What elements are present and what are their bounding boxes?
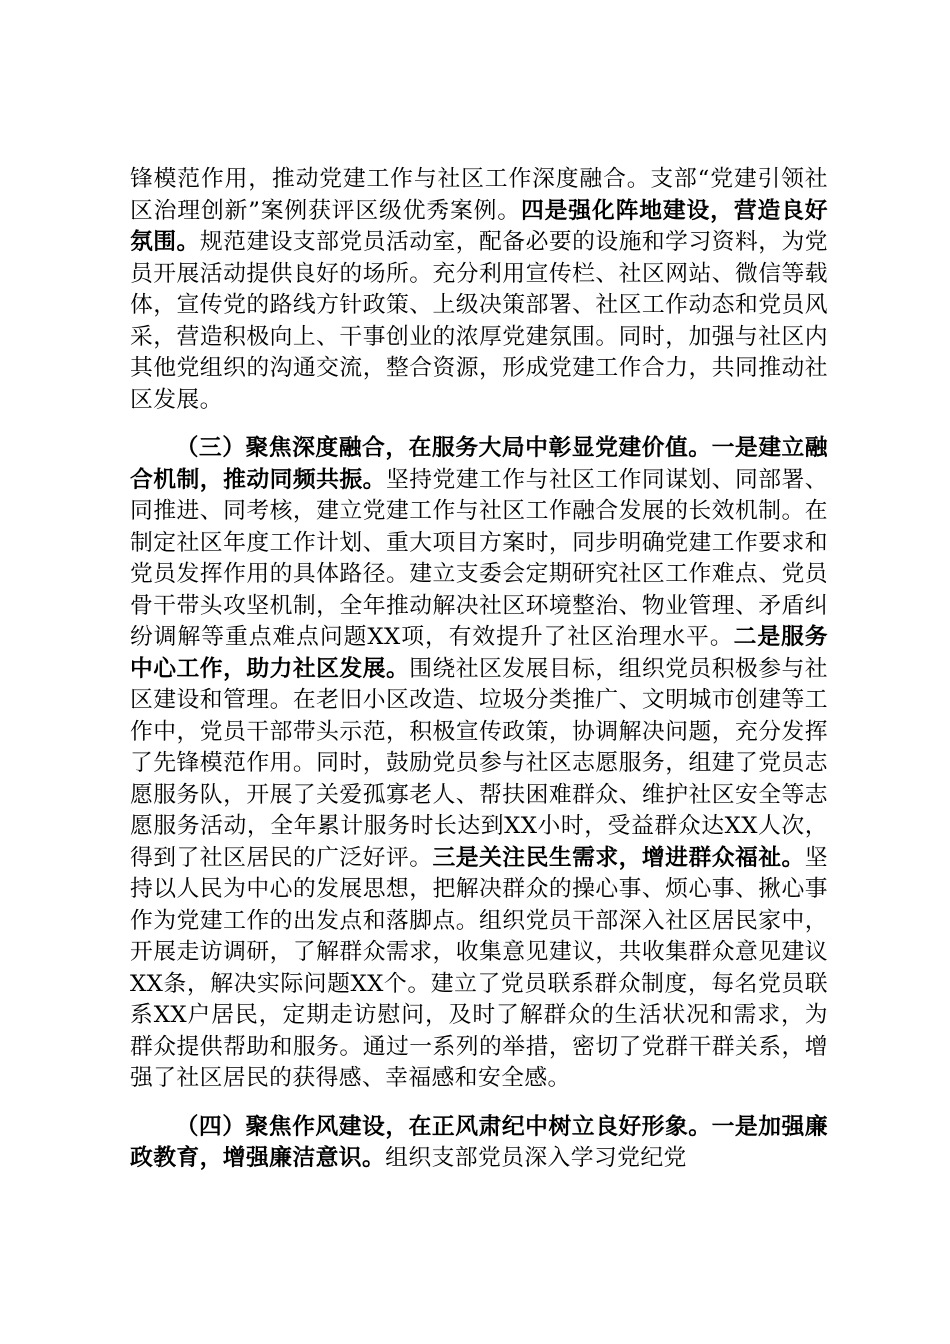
section-3-run-4: 围绕社区发展目标，组织党员积极参与社区建设和管理。在老旧小区改造、垃圾分类推广、文明城市创建等工作中，党员干部带头示范，积极宣传政策，协调解决问题，充分发挥了先锋模范作用。同时，鼓励党员参与社区志愿服务，组建了党员志愿服务队，开展了关爱孤寡老人、帮扶困难群众、维护社区安全等志愿服务活动，全年累计服务时长达到XX小时，受益群众达XX人次，得到了社区居民的广泛好评。 bbox=[130, 655, 828, 871]
section-4-run-2: 组织支部党员深入学习党纪党 bbox=[385, 1145, 687, 1171]
paragraph-1-run-1: 锋模范作用，推动党建工作与社区工作深度融合。支部“党建引领社区治理创新”案例获评区级优秀案例。 bbox=[130, 166, 828, 224]
paragraph-1-run-3: 规范建设支部党员活动室，配备必要的设施和学习资料，为党员开展活动提供良好的场所。充分利用宣传栏、社区网站、微信等载体，宣传党的路线方针政策、上级决策部署、社区工作动态和党员风采，营造积极向上、干事创业的浓厚党建氛围。同时，加强与社区内其他党组织的沟通交流，整合资源，形成党建工作合力，共同推动社区发展。 bbox=[130, 229, 828, 413]
paragraph-1 bbox=[130, 164, 828, 416]
section-3-run-2: 坚持党建工作与社区工作同谋划、同部署、同推进、同考核，建立党建工作与社区工作融合发展的长效机制。在制定社区年度工作计划、重大项目方案时，同步明确党建工作要求和党员发挥作用的具体路径。建立支委会定期研究社区工作难点、党员骨干带头攻坚机制，全年推动解决社区环境整治、物业管理、矛盾纠纷调解等重点难点问题XX项，有效提升了社区治理水平。 bbox=[130, 466, 828, 650]
section-3-heading: （三）聚焦深度融合，在服务大局中彰显党建价值。一是建立融合机制，推动同频共振。 bbox=[130, 435, 828, 493]
paragraph-gap bbox=[130, 1095, 828, 1112]
section-4-heading: （四）聚焦作风建设，在正风肃纪中树立良好形象。一是加强廉政教育，增强廉洁意识。 bbox=[130, 1113, 828, 1171]
section-3-subheading-3: 三是关注民生需求，增进群众福祉。 bbox=[432, 844, 805, 871]
section-3-run-6: 坚持以人民为中心的发展思想，把解决群众的操心事、烦心事、揪心事作为党建工作的出发点和落脚点。组织党员干部深入社区居民家中，开展走访调研，了解群众需求，收集意见建议，共收集群众意见建议XX条，解决实际问题XX个。建立了党员联系群众制度，每名党员联系XX户居民，定期走访慰问，及时了解群众的生活状况和需求，为群众提供帮助和服务。通过一系列的举措，密切了党群干群关系，增强了社区居民的获得感、幸福感和安全感。 bbox=[130, 844, 828, 1091]
paragraph-gap bbox=[130, 416, 828, 433]
paragraph-section-4 bbox=[130, 1112, 828, 1175]
paragraph-1-heading-4: 四是强化阵地建设，营造良好氛围。 bbox=[130, 197, 828, 255]
paragraph-section-3 bbox=[130, 433, 828, 1095]
section-3-subheading-2: 二是服务中心工作，助力社区发展。 bbox=[130, 624, 828, 682]
